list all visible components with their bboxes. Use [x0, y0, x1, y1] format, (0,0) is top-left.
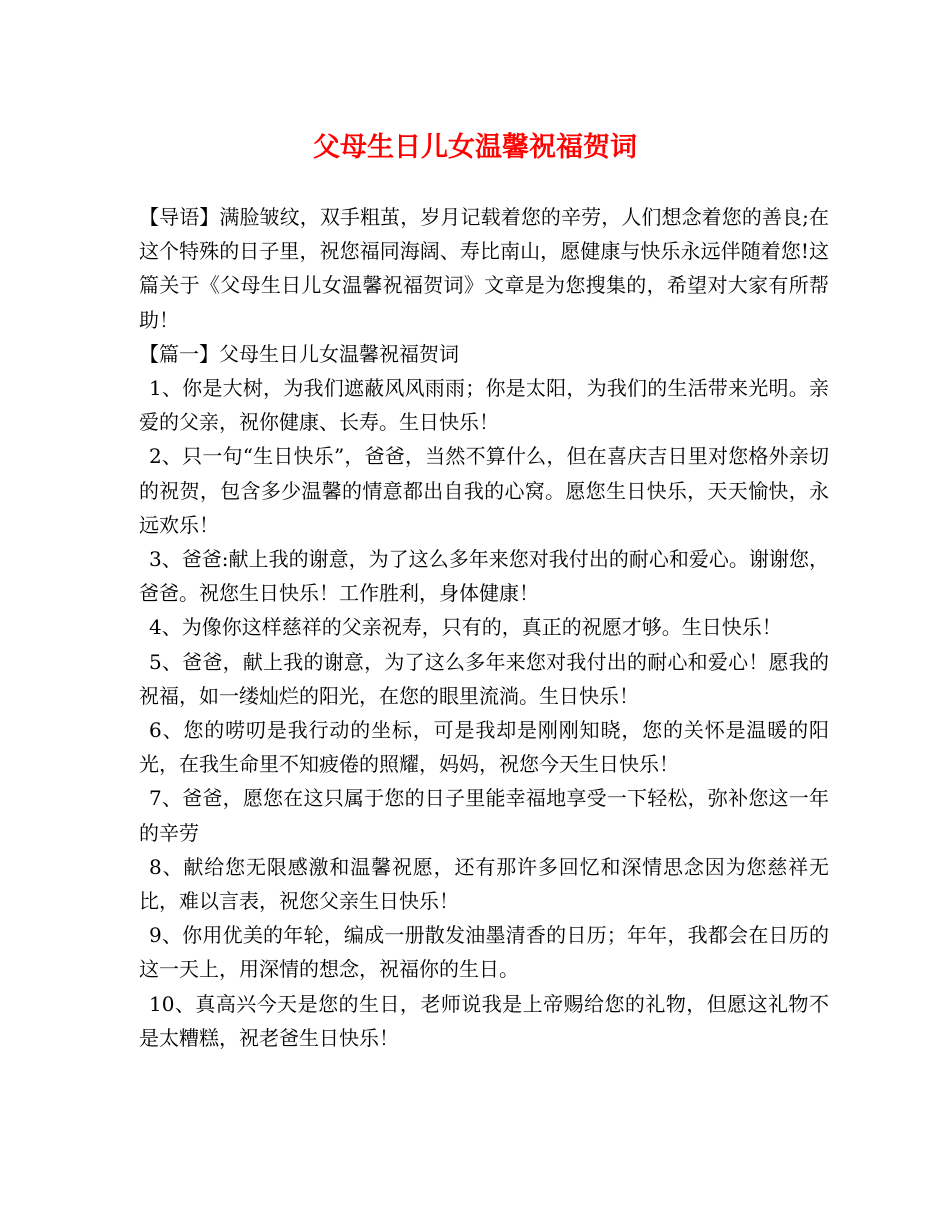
document-body: [139, 200, 829, 1055]
list-item: 8、献给您无限感激和温馨祝愿，还有那许多回忆和深情思念因为您慈祥无比，难以言表，祝您父亲生日快乐！: [139, 854, 829, 914]
list-item: 7、爸爸，愿您在这只属于您的日子里能幸福地享受一下轻松，弥补您这一年的辛劳: [139, 786, 829, 845]
list-item: 5、爸爸，献上我的谢意，为了这么多年来您对我付出的耐心和爱心！愿我的祝福，如一缕灿烂的阳光，在您的眼里流淌。生日快乐！: [139, 649, 829, 708]
list-item: 4、为像你这样慈祥的父亲祝寿，只有的，真正的祝愿才够。生日快乐！: [149, 615, 782, 640]
list-item: 2、只一句“生日快乐”，爸爸，当然不算什么，但在喜庆吉日里对您格外亲切的祝贺，包含多少温馨的情意都出自我的心窝。愿您生日快乐，天天愉快，永远欢乐！: [139, 444, 829, 537]
list-item: 1、你是大树，为我们遮蔽风风雨雨；你是太阳，为我们的生活带来光明。亲爱的父亲，祝你健康、长寿。生日快乐！: [139, 376, 829, 435]
section-heading: 【篇一】父母生日儿女温馨祝福贺词: [139, 341, 459, 366]
document-title: 父母生日儿女温馨祝福贺词: [313, 132, 637, 163]
list-item: 10、真高兴今天是您的生日，老师说我是上帝赐给您的礼物，但愿这礼物不是太糟糕，祝老爸生日快乐！: [139, 991, 829, 1050]
list-item: 3、爸爸:献上我的谢意，为了这么多年来您对我付出的耐心和爱心。谢谢您，爸爸。祝您生日快乐！工作胜利，身体健康！: [139, 547, 829, 606]
list-item: 6、您的唠叨是我行动的坐标，可是我却是刚刚知晓，您的关怀是温暖的阳光，在我生命里不知疲倦的照耀，妈妈，祝您今天生日快乐！: [139, 718, 829, 777]
list-item: 9、你用优美的年轮，编成一册散发油墨清香的日历；年年，我都会在日历的这一天上，用深情的想念，祝福你的生日。: [139, 923, 829, 982]
intro-paragraph: 【导语】满脸皱纹，双手粗茧，岁月记载着您的辛劳，人们想念着您的善良;在这个特殊的日子里，祝您福同海阔、寿比南山，愿健康与快乐永远伴随着您!这篇关于《父母生日儿女温馨祝福贺词》文章是为您搜集的，希望对大家有所帮助！: [139, 205, 829, 332]
